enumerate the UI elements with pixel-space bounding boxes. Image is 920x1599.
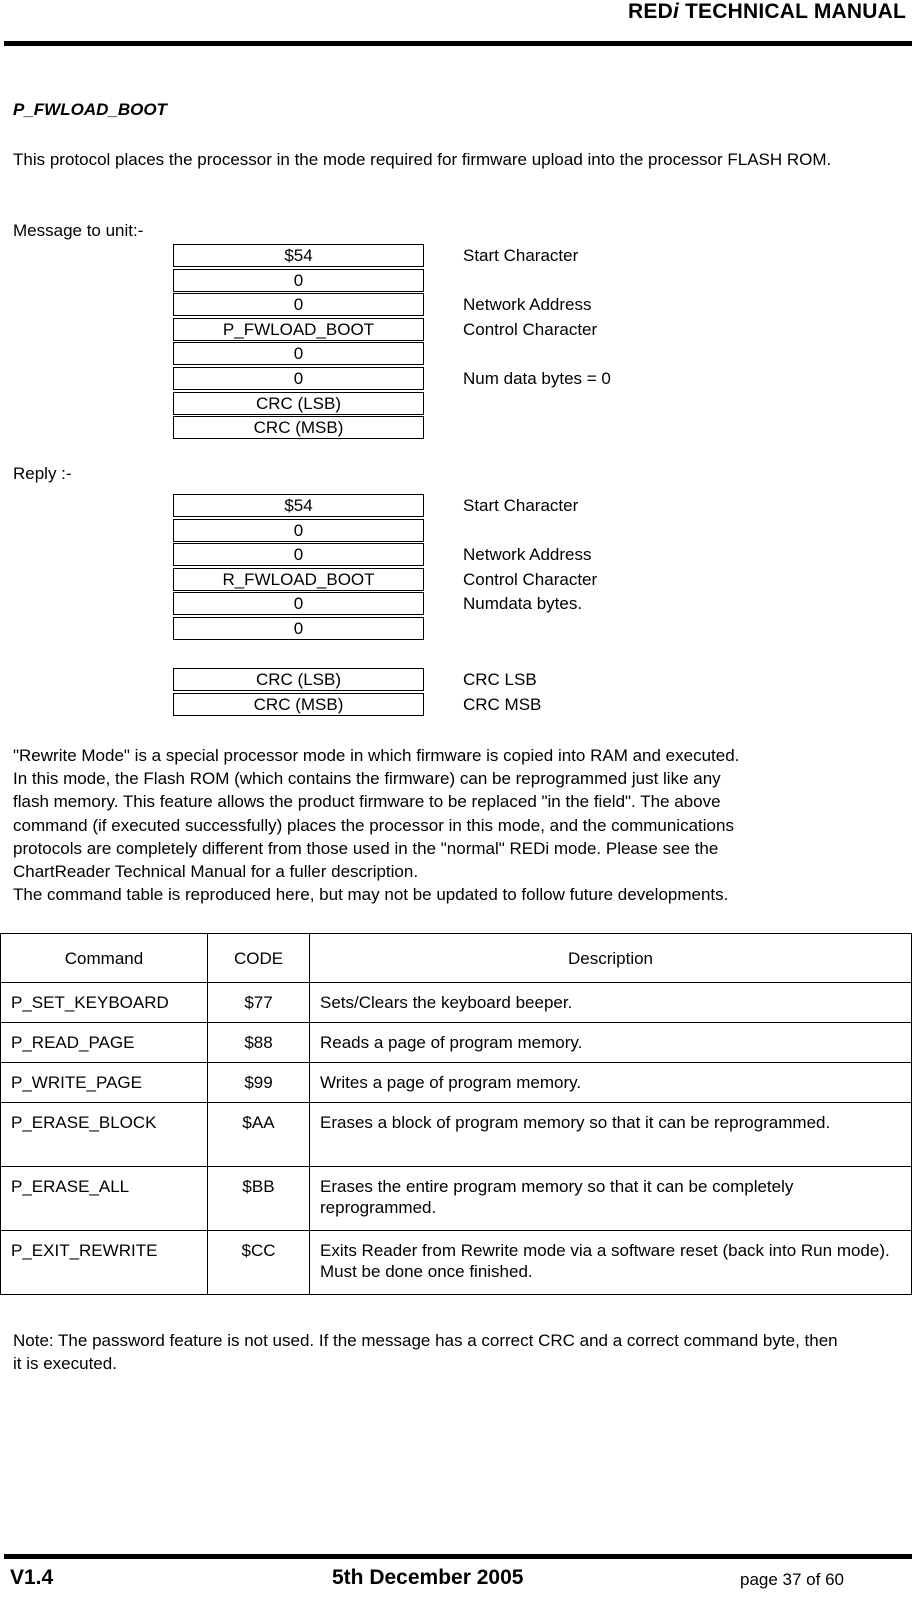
rewrite-line: flash memory. This feature allows the product firmware to be replaced "in the field". The above — [13, 792, 721, 812]
message-field: 0 — [173, 342, 424, 365]
intro-paragraph: This protocol places the processor in the mode required for firmware upload into the processor FLASH ROM. — [13, 150, 832, 169]
command-name: P_SET_KEYBOARD — [1, 983, 208, 1023]
command-name: P_EXIT_REWRITE — [1, 1231, 208, 1295]
reply-crc-field: CRC (MSB) — [173, 693, 424, 716]
command-code: $BB — [208, 1167, 310, 1231]
command-row — [1, 1023, 912, 1063]
message-field-note: Control Character — [463, 319, 598, 339]
reply-label: Reply :- — [13, 464, 72, 483]
command-description: Writes a page of program memory. — [310, 1063, 912, 1103]
header-code: CODE — [208, 934, 310, 983]
reply-field: R_FWLOAD_BOOT — [173, 568, 424, 591]
header-command: Command — [1, 934, 208, 983]
footer-date: 5th December 2005 — [332, 1566, 524, 1589]
rewrite-line: In this mode, the Flash ROM (which contains the firmware) can be reprogrammed just like any — [13, 769, 721, 789]
command-code: $CC — [208, 1231, 310, 1295]
message-field-note: Start Character — [463, 246, 579, 265]
reply-field-note: Network Address — [463, 545, 592, 565]
message-field: P_FWLOAD_BOOT — [173, 318, 424, 341]
command-table-header — [1, 934, 912, 983]
manual-title: REDi TECHNICAL MANUAL — [628, 0, 906, 23]
command-name: P_READ_PAGE — [1, 1023, 208, 1063]
command-row — [1, 1103, 912, 1167]
command-description: Exits Reader from Rewrite mode via a software reset (back into Run mode). Must be done once finished. — [310, 1231, 912, 1295]
command-description: Reads a page of program memory. — [310, 1023, 912, 1063]
reply-field: $54 — [173, 494, 424, 517]
rewrite-line: command (if executed successfully) places the processor in this mode, and the communications — [13, 815, 734, 835]
reply-field: 0 — [173, 592, 424, 615]
reply-crc-field: CRC (LSB) — [173, 668, 424, 691]
rewrite-line: ChartReader Technical Manual for a fuller description. — [13, 862, 419, 881]
command-row — [1, 1167, 912, 1231]
reply-field-note: Control Character — [463, 569, 598, 589]
command-code: $88 — [208, 1023, 310, 1063]
command-code: $99 — [208, 1063, 310, 1103]
reply-field-note: Start Character — [463, 496, 579, 515]
command-row — [1, 983, 912, 1023]
rewrite-line: The command table is reproduced here, but may not be updated to follow future developments. — [13, 885, 729, 905]
header-description: Description — [310, 934, 912, 983]
message-field: CRC (MSB) — [173, 416, 424, 439]
footer-page: page 37 of 60 — [740, 1570, 844, 1589]
command-code: $77 — [208, 983, 310, 1023]
command-code: $AA — [208, 1103, 310, 1167]
section-title: P_FWLOAD_BOOT — [13, 100, 167, 119]
command-row — [1, 1063, 912, 1103]
message-field-note: Num data bytes = 0 — [463, 369, 611, 388]
reply-field-note: Numdata bytes. — [463, 594, 583, 614]
reply-crc-field-note: CRC LSB — [463, 670, 537, 689]
command-description: Erases a block of program memory so that it can be reprogrammed. — [310, 1103, 912, 1167]
message-field: 0 — [173, 293, 424, 316]
footer-rule — [4, 1554, 912, 1559]
command-name: P_ERASE_BLOCK — [1, 1103, 208, 1167]
command-table — [0, 933, 912, 1295]
message-field: 0 — [173, 367, 424, 390]
header-rule — [4, 41, 912, 46]
reply-field: 0 — [173, 519, 424, 542]
message-field: $54 — [173, 244, 424, 267]
reply-crc-field-note: CRC MSB — [463, 694, 542, 714]
command-description: Erases the entire program memory so that it can be completely reprogrammed. — [310, 1167, 912, 1231]
command-name: P_ERASE_ALL — [1, 1167, 208, 1231]
rewrite-line: protocols are completely different from those used in the "normal" REDi mode. Please see the — [13, 838, 719, 858]
reply-field: 0 — [173, 543, 424, 566]
command-description: Sets/Clears the keyboard beeper. — [310, 983, 912, 1023]
note-paragraph: Note: The password feature is not used. If the message has a correct CRC and a correct command byte, then it is executed. — [13, 1331, 838, 1373]
message-label: Message to unit:- — [13, 221, 144, 240]
command-row — [1, 1231, 912, 1295]
command-name: P_WRITE_PAGE — [1, 1063, 208, 1103]
reply-field: 0 — [173, 617, 424, 640]
message-field: 0 — [173, 269, 424, 292]
footer-version: V1.4 — [10, 1566, 54, 1589]
message-field-note: Network Address — [463, 295, 592, 315]
rewrite-line: "Rewrite Mode" is a special processor mode in which firmware is copied into RAM and executed. — [13, 746, 740, 765]
message-field: CRC (LSB) — [173, 392, 424, 415]
